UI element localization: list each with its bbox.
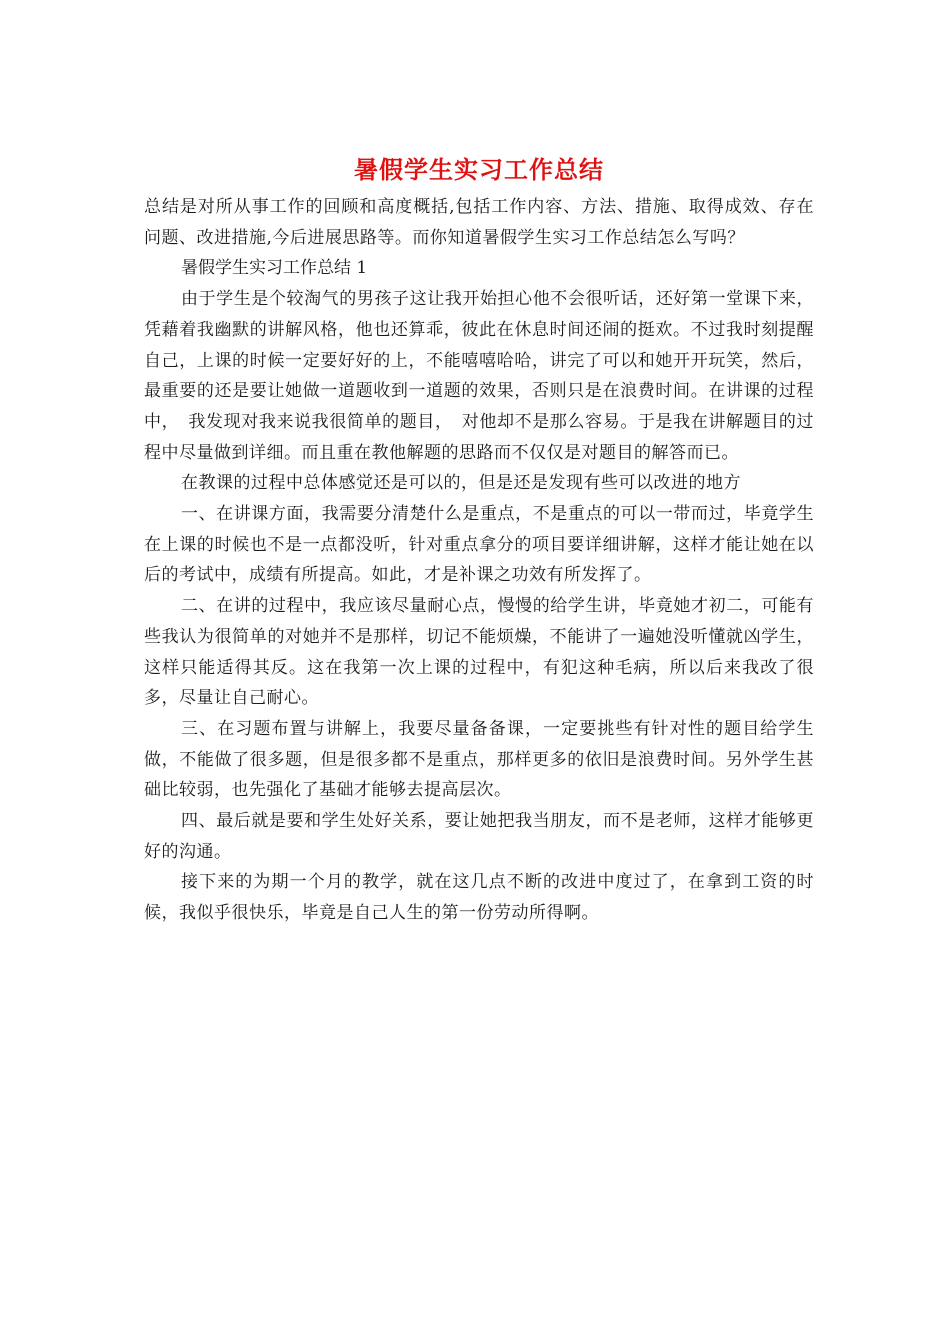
intro-paragraph: 总结是对所从事工作的回顾和高度概括,包括工作内容、方法、措施、取得成效、存在问题、改进措施,今后进展思路等。而你知道暑假学生实习工作总结怎么写吗？ [144, 197, 814, 248]
document-page [144, 150, 814, 929]
body-paragraph-4: 二、在讲的过程中，我应该尽量耐心点，慢慢的给学生讲，毕竟她才初二，可能有些我认为很简单的对她并不是那样，切记不能烦燥，不能讲了一遍她没听懂就凶学生，这样只能适得其反。这在我第一次上课的过程中，有犯这种毛病，所以后来我改了很多，尽量让自己耐心。 [144, 596, 814, 709]
body-paragraph-2: 在教课的过程中总体感觉还是可以的，但是还是发现有些可以改进的地方 [181, 473, 741, 494]
body-paragraph-1: 由于学生是个较淘气的男孩子这让我开始担心他不会很听话，还好第一堂课下来，凭藉着我幽默的讲解风格，他也还算乖，彼此在休息时间还闹的挺欢。不过我时刻提醒自己，上课的时候一定要好好的上，不能嘻嘻哈哈，讲完了可以和她开开玩笑，然后，最重要的还是要让她做一道题收到一道题的效果，否则只是在浪费时间。在讲课的过程中， 我发现对我来说我很简单的题目， 对他却不是那么容易。于是我在讲解题目的过程中尽量做到详细。而且重在教他解题的思路而不仅仅是对题目的解答而已。 [144, 289, 814, 463]
body-paragraph-3: 一、在讲课方面，我需要分清楚什么是重点，不是重点的可以一带而过，毕竟学生在上课的时候也不是一点都没听，针对重点拿分的项目要详细讲解，这样才能让她在以后的考试中，成绩有所提高。如此，才是补课之功效有所发挥了。 [144, 504, 814, 586]
body-paragraph-5: 三、在习题布置与讲解上，我要尽量备备课，一定要挑些有针对性的题目给学生做，不能做了很多题，但是很多都不是重点，那样更多的依旧是浪费时间。另外学生甚础比较弱，也先强化了基础才能够去提高层次。 [144, 718, 814, 801]
document-title: 暑假学生实习工作总结 [354, 155, 604, 184]
body-paragraph-6: 四、最后就是要和学生处好关系，要让她把我当朋友，而不是老师，这样才能够更好的沟通。 [144, 811, 814, 862]
section-heading: 暑假学生实习工作总结 1 [181, 258, 368, 279]
body-paragraph-7: 接下来的为期一个月的教学，就在这几点不断的改进中度过了，在拿到工资的时候，我似乎很快乐，毕竟是自己人生的第一份劳动所得啊。 [144, 872, 814, 924]
